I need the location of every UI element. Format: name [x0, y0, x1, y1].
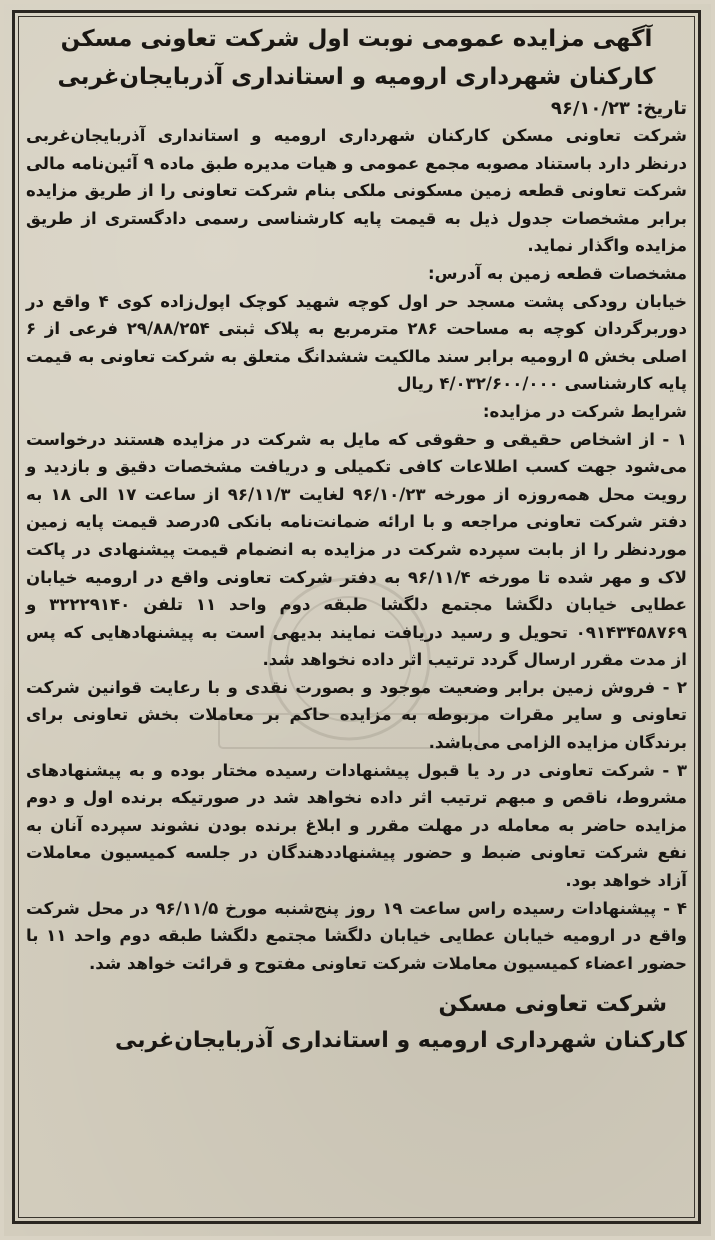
signature-line2: کارکنان شهرداری ارومیه و استانداری آذربایجان‌غربی [115, 1028, 687, 1054]
condition-2: ۲ - فروش زمین برابر وضعیت موجود و بصورت نقدی و با رعایت قوانین شرکت تعاونی و سایر مقرات مربوطه به مزایده حاکم بر معاملات بخش تعاونی برای برندگان مزایده الزامی می‌باشد. [26, 677, 687, 753]
newspaper-clipping [4, 4, 711, 1236]
condition-3: ۳ - شرکت تعاونی در رد یا قبول پیشنهادات رسیده مختار بوده و به پیشنهادهای مشروط، ناقص و مبهم ترتیب اثر داده نخواهد شد در صورتیکه برنده اول و دوم مزایده حاضر به معامله در مهلت مقرر و ابلاغ برنده بودن نشوند سپرده آنان به نفع شرکت تعاونی ضبط و حضور پیشنهاددهندگان در جلسه کمیسیون معاملات آزاد خواهد بود. [26, 760, 687, 891]
condition-4: ۴ - پیشنهادات رسیده راس ساعت ۱۹ روز پنج‌شنبه مورخ ۹۶/۱۱/۵ در محل شرکت واقع در ارومیه خیابان عطایی خیابان دلگشا مجتمع دلگشا طبقه دوم واحد ۱۱ با حضور اعضاء کمیسیون معاملات شرکت تعاونی مفتوح و قرائت خواهد شد. [26, 898, 687, 973]
notice-date: تاریخ: ۹۶/۱۰/۲۳ [550, 98, 687, 119]
intro-paragraph: شرکت تعاونی مسکن کارکنان شهرداری ارومیه و استانداری آذربایجان‌غربی درنظر دارد باستناد مصوبه مجمع عمومی و هیات مدیره طبق ماده ۹ آئین‌نامه مالی شرکت تعاونی قطعه زمین مسکونی ملکی بنام شرکت تعاونی را از طریق مزایده برابر مشخصات جدول ذیل به قیمت پایه کارشناسی رسمی دادگستری از طریق مزایده واگذار نماید. [26, 126, 687, 256]
condition-1: ۱ - از اشخاص حقیقی و حقوقی که مایل به شرکت در مزایده هستند درخواست می‌شود جهت کسب اطلاعات کافی تکمیلی و دریافت مشخصات دقیق و بازدید و رویت محل همه‌روزه از مورخه ۹۶/۱۰/۲۳ لغایت ۹۶/۱۱/۳ از ساعت ۱۷ الی ۱۸ به دفتر شرکت تعاونی مراجعه و با ارائه ضمانت‌نامه بانکی ۵درصد قیمت پایه زمین موردنظر را از بابت سپرده شرکت در مزایده به انضمام قیمت پیشنهادی در پاکت لاک و مهر شده تا مورخه ۹۶/۱۱/۴ به دفتر شرکت تعاونی واقع در ارومیه خیابان عطایی خیابان دلگشا مجتمع دلگشا طبقه دوم واحد ۱۱ تلفن ۳۲۲۲۹۱۴۰ و ۰۹۱۴۳۴۵۸۷۶۹ تحویل و رسید دریافت نمایند بدیهی است به پیشنهادهایی که پس از مدت مقرر ارسال گردد ترتیب اثر داده نخواهد شد. [26, 429, 688, 670]
signature-line1: شرکت تعاونی مسکن [438, 992, 667, 1018]
notice-body [26, 20, 687, 1216]
conditions-heading: شرایط شرکت در مزایده: [482, 401, 687, 421]
specs-heading: مشخصات قطعه زمین به آدرس: [427, 263, 687, 283]
notice-title-line1: آگهی مزایده عمومی نوبت اول شرکت تعاونی مسکن [60, 26, 653, 52]
notice-title-line2: کارکنان شهرداری ارومیه و استانداری آذربایجان‌غربی [57, 64, 656, 90]
specs-paragraph: خیابان رودکی پشت مسجد حر اول کوچه شهید کوچک اپول‌زاده کوی ۴ واقع در دوربرگردان کوچه به مساحت ۲۸۶ مترمربع به پلاک ثبتی ۲۹/۸۸/۲۵۴ فرعی از ۶ اصلی بخش ۵ ارومیه برابر سند مالکیت ششدانگ متعلق به شرکت تعاونی به قیمت پایه کارشناسی ۴/۰۳۲/۶۰۰/۰۰۰ ریال [26, 291, 687, 394]
